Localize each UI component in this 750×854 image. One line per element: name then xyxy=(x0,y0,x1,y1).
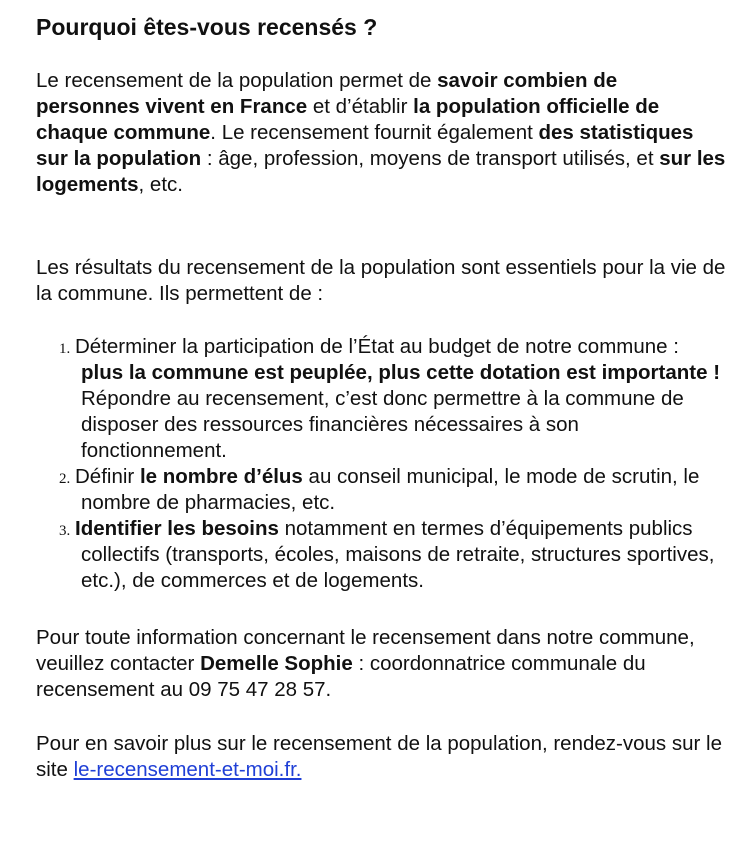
list-item-text: au conseil municipal, le mode de scrutin, le nombre de pharmacies, etc. xyxy=(81,465,700,514)
list-item-text: Déterminer la participation de l’État au budget de notre commune : xyxy=(75,335,679,358)
list-item xyxy=(36,334,726,464)
contact-text-2: : coordonnatrice communale du recensement au 09 75 47 28 57. xyxy=(36,652,646,701)
list-item-text: Définir xyxy=(75,465,140,488)
contact-name: Demelle Sophie xyxy=(200,652,353,675)
list-item-bold: Identifier les besoins xyxy=(75,517,279,540)
list-item-text: Répondre au recensement, c’est donc permettre à la commune de disposer des ressources financières nécessaires à son fonctionnement. xyxy=(81,387,684,462)
intro-bold-2: la population officielle de chaque commune xyxy=(36,95,660,144)
intro-text-5: , etc. xyxy=(138,173,183,196)
list-item-number: 3. xyxy=(59,523,71,539)
purposes-list xyxy=(36,334,726,594)
intro-paragraph xyxy=(36,68,726,198)
contact-paragraph xyxy=(36,625,726,703)
more-info-text: Pour en savoir plus sur le recensement de la population, rendez-vous sur le site xyxy=(36,732,722,781)
intro-text-1: Le recensement de la population permet de xyxy=(36,69,438,92)
more-info-paragraph xyxy=(36,731,726,783)
intro-bold-1: savoir combien de personnes vivent en France xyxy=(36,69,618,118)
intro-text-2: et d’établir xyxy=(307,95,414,118)
list-item-bold: le nombre d’élus xyxy=(139,465,303,488)
intro-text-3: . Le recensement fournit également xyxy=(210,121,539,144)
list-item-number: 1. xyxy=(59,341,71,357)
list-item-text: notamment en termes d’équipements publics collectifs (transports, écoles, maisons de retraite, structures sportives, etc.), de commerces et de logements. xyxy=(81,517,715,592)
results-paragraph: Les résultats du recensement de la population sont essentiels pour la vie de la commune. Ils permettent de : xyxy=(36,256,726,305)
list-item-bold: plus la commune est peuplée, plus cette dotation est importante ! xyxy=(81,361,721,384)
page-title: Pourquoi êtes-vous recensés ? xyxy=(36,14,378,40)
intro-bold-3: des statistiques sur la population xyxy=(36,121,694,170)
list-item-number: 2. xyxy=(59,471,71,487)
list-item xyxy=(36,464,726,516)
contact-text-1: Pour toute information concernant le recensement dans notre commune, veuillez contacter xyxy=(36,626,695,675)
list-item xyxy=(36,516,726,594)
website-link[interactable]: le-recensement-et-moi.fr. xyxy=(73,758,302,781)
intro-bold-4: sur les logements xyxy=(36,147,726,196)
intro-text-4: : âge, profession, moyens de transport utilisés, et xyxy=(201,147,660,170)
